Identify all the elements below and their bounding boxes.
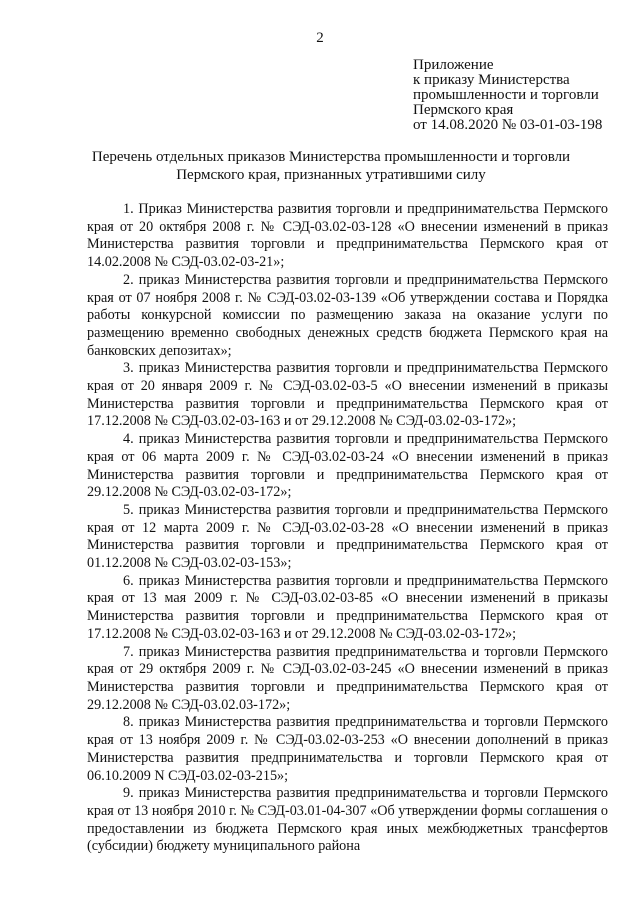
list-item: 8. приказ Министерства развития предпринимательства и торговли Пермского края от 13 ноября 2009 г. № СЭД-03.02-03-253 «О внесении дополнений в приказ Министерства развития предпринимательства и торговли Пермского края от 06.10.2009 N СЭД-03.02-03-215»; <box>87 714 608 784</box>
appendix-line: Приложение <box>413 57 494 73</box>
title-line-2: Пермского края, признанных утратившими силу <box>176 166 486 183</box>
list-item: 2. приказ Министерства развития торговли и предпринимательства Пермского края от 07 ноября 2008 г. № СЭД-03.02-03-139 «Об утверждении состава и Порядка работы конкурсной комиссии по размещению заказа на оказание услуги по размещению временно свободных денежных средств бюджета Пермского края на банковских депозитах»; <box>87 271 608 359</box>
repealed-orders-list <box>87 201 608 856</box>
list-item: 4. приказ Министерства развития торговли и предпринимательства Пермского края от 06 марта 2009 г. № СЭД-03.02-03-24 «О внесении изменений в приказ Министерства развития торговли и предпринимательства Пермского края от 29.12.2008 № СЭД-03.02-03-172»; <box>87 431 608 501</box>
appendix-line: к приказу Министерства <box>413 72 570 88</box>
appendix-header <box>413 58 602 133</box>
title-line-1: Перечень отдельных приказов Министерства промышленности и торговли <box>91 149 571 165</box>
list-item: 9. приказ Министерства развития предпринимательства и торговли Пермского края от 13 ноября 2010 г. № СЭД-03.01-04-307 «Об утверждении формы соглашения о предоставлении из бюджета Пермского края иных межбюджетных трансфертов (субсидии) бюджету муниципального района <box>87 785 608 855</box>
document-title <box>70 149 592 184</box>
list-item: 6. приказ Министерства развития торговли и предпринимательства Пермского края от 13 мая 2009 г. № СЭД-03.02-03-85 «О внесении изменений в приказы Министерства развития торговли и предпринимательства Пермского края от 17.12.2008 № СЭД-03.02-03-163 и от 29.12.2008 № СЭД-03.02-03-172»; <box>87 572 608 642</box>
appendix-line: промышленности и торговли <box>413 87 599 103</box>
list-item: 1. Приказ Министерства развития торговли и предпринимательства Пермского края от 20 октября 2008 г. № СЭД-03.02-03-128 «О внесении изменений в приказ Министерства развития торговли и предпринимательства Пермского края от 14.02.2008 № СЭД-03.02-03-21»; <box>87 201 608 271</box>
list-item: 7. приказ Министерства развития предпринимательства и торговли Пермского края от 29 октября 2009 г. № СЭД-03.02-03-245 «О внесении изменений в приказ Министерства развития торговли и предпринимательства Пермского края от 29.12.2008 № СЭД-03.02.03-172»; <box>87 643 608 713</box>
appendix-line: Пермского края <box>413 102 514 118</box>
appendix-line: от 14.08.2020 № 03-01-03-198 <box>413 117 603 133</box>
page-number: 2 <box>316 30 324 46</box>
list-item: 5. приказ Министерства развития торговли и предпринимательства Пермского края от 12 марта 2009 г. № СЭД-03.02-03-28 «О внесении изменений в приказ Министерства развития торговли и предпринимательства Пермского края от 01.12.2008 № СЭД-03.02-03-153»; <box>87 501 608 572</box>
list-item: 3. приказ Министерства развития торговли и предпринимательства Пермского края от 20 января 2009 г. № СЭД-03.02-03-5 «О внесении изменений в приказы Министерства развития торговли и предпринимательства Пермского края от 17.12.2008 № СЭД-03.02-03-163 и от 29.12.2008 № СЭД-03.02-03-172»; <box>87 360 608 430</box>
